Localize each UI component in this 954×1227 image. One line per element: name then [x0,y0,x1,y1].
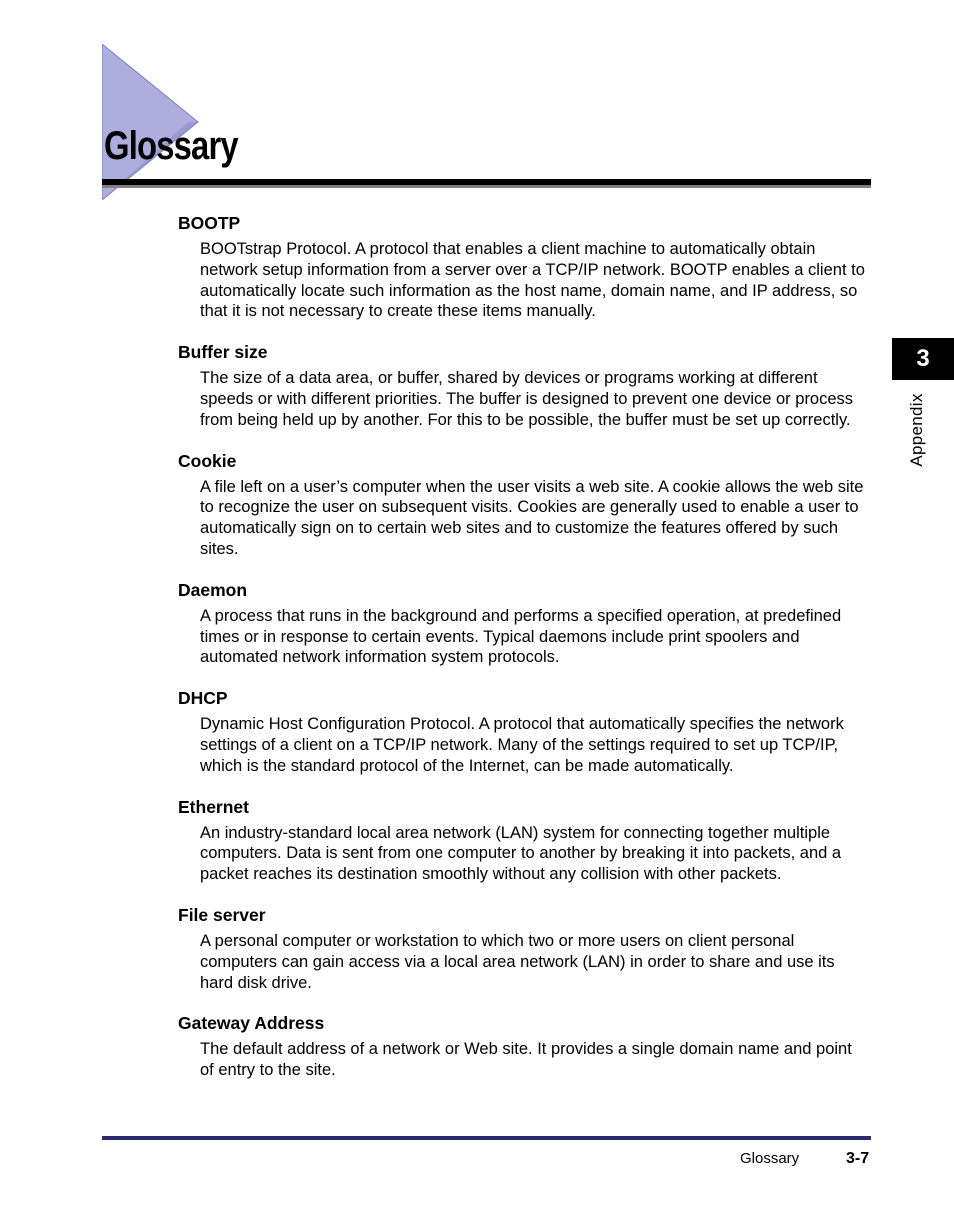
glossary-entry [178,210,870,322]
glossary-entry [178,794,870,885]
glossary-entry [178,448,870,560]
footer-page-number: 3-7 [846,1150,870,1167]
glossary-term: Ethernet [178,796,249,817]
glossary-term: Gateway Address [178,1013,325,1034]
glossary-entry [178,902,870,993]
chapter-label: Appendix [907,393,926,467]
glossary-term: DHCP [178,688,228,709]
glossary-definition: An industry-standard local area network (LAN) system for connecting together multiple computers. Data is sent from one computer to another by breaking it into packets, and a packet reaches its destination smoothly without any collision with other packets. [200,823,842,884]
glossary-term: BOOTP [178,213,241,233]
glossary-entry [178,577,870,668]
glossary-definition: A file left on a user’s computer when the user visits a web site. A cookie allows the web site to recognize the user on subsequent visits. Cookies are generally used to enable a user to automatically sign on to certain web sites and to customize the features offered by such sites. [200,477,864,558]
footer-section-name: Glossary [740,1150,800,1167]
glossary-entry [178,685,870,776]
glossary-definition: BOOTstrap Protocol. A protocol that enables a client machine to automatically obtain network setup information from a server over a TCP/IP network. BOOTP enables a client to automatically locate such information as the host name, domain name, and IP address, so that it is not necessary to create these items manually. [200,240,865,321]
glossary-definition: A personal computer or workstation to which two or more users on client personal computers can gain access via a local area network (LAN) in order to share and use its hard disk drive. [200,931,835,992]
footer-rule [102,1136,871,1140]
glossary-term: Daemon [178,579,248,600]
chapter-tab: 3 [892,338,954,380]
glossary-term: Cookie [178,450,237,471]
page-title: Glossary [104,124,238,168]
glossary-term: File server [178,904,266,925]
glossary-entry [178,1010,870,1081]
glossary-term: Buffer size [178,342,268,363]
glossary-definition: Dynamic Host Configuration Protocol. A protocol that automatically specifies the network settings of a client on a TCP/IP network. Many of the settings required to set up TCP/IP, which is the standard protocol of the Internet, can be made automatically. [200,715,844,775]
title-rule-shadow [102,185,871,188]
glossary-entry [178,339,870,430]
glossary-list [178,210,870,1098]
glossary-definition: The size of a data area, or buffer, shared by devices or programs working at different speeds or with different priorities. The buffer is designed to prevent one device or process from being held up by another. For this to be possible, the buffer must be set up correctly. [200,369,854,429]
glossary-definition: The default address of a network or Web site. It provides a single domain name and point of entry to the site. [200,1040,852,1080]
glossary-definition: A process that runs in the background and performs a specified operation, at predefined times or in response to certain events. Typical daemons include print spoolers and automated network information system protocols. [200,606,842,667]
